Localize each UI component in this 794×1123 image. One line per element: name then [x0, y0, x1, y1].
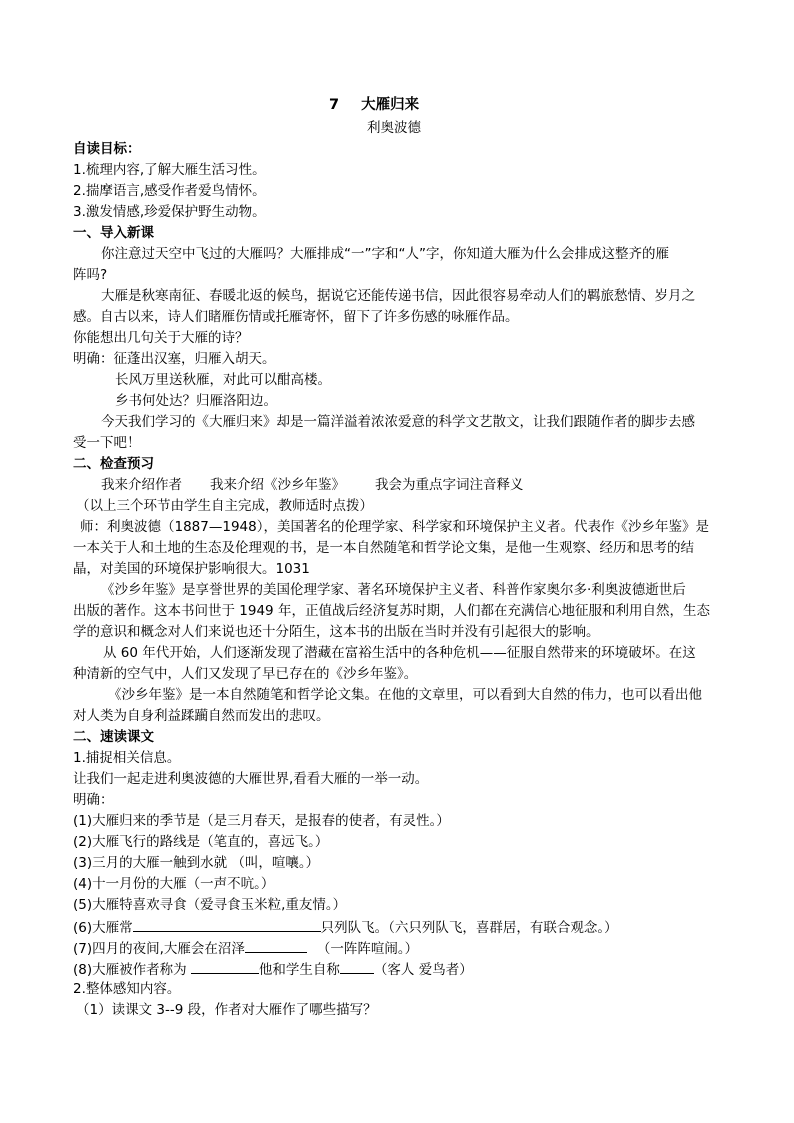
task-item: 我来介绍作者: [101, 477, 182, 493]
paragraph-line: 晶，对美国的环境保护影响很大。1031: [73, 561, 310, 577]
paragraph-line: 种清新的空气中，人们又发现了早已存在的《沙乡年鉴》。: [73, 666, 418, 682]
goal-item: 1.梳理内容,了解大雁生活习性。: [73, 162, 266, 178]
section-heading-skim: 二、速读课文: [73, 729, 154, 745]
fill-blank[interactable]: [133, 916, 321, 932]
author-name: 利奥波德: [367, 120, 421, 136]
paragraph-line: 阵吗?: [73, 267, 108, 283]
poem-line: 乡书何处达？归雁洛阳边。: [115, 393, 277, 409]
item-text: （一阵阵喧闹。）: [316, 941, 419, 957]
item-text: 只列队飞。（六只列队飞，喜群居，有联合观念。）: [320, 920, 618, 936]
paragraph-line: 《沙乡年鉴》是享誉世界的美国伦理学家、著名环境保护主义者、科普作家奥尔多·利奥波德逝世后: [101, 582, 686, 598]
goal-item: 2.揣摩语言,感受作者爱鸟情怀。: [73, 183, 266, 199]
task-item: 我会为重点字词注音释义: [375, 477, 524, 493]
item-text: （客人 爱鸟者）: [373, 962, 473, 978]
fill-blank[interactable]: [245, 937, 307, 953]
paragraph-line: 受一下吧！: [73, 435, 141, 451]
question-item: (3)三月的大雁一触到水就 （叫，喧嚷。）: [73, 855, 320, 871]
paragraph-line: 让我们一起走进利奥波德的大雁世界,看看大雁的一举一动。: [73, 771, 429, 787]
item-text: (6)大雁常: [73, 920, 133, 936]
answer-label: 明确：: [73, 792, 114, 808]
question-item: (2)大雁飞行的路线是（笔直的，喜远飞。）: [73, 834, 329, 850]
section-heading-preview: 二、检查预习: [73, 456, 154, 472]
fill-blank[interactable]: [340, 958, 374, 974]
question-item: (4)十一月份的大雁（一声不吭。）: [73, 876, 275, 892]
lesson-title-line: [329, 95, 529, 115]
question-item: (5)大雁特喜欢寻食（爱寻食玉米粒,重友情。）: [73, 897, 347, 913]
question-item: （1）读课文 3--9 段，作者对大雁作了哪些描写？: [76, 1002, 377, 1018]
task-item: 我来介绍《沙乡年鉴》: [210, 477, 345, 493]
preview-note: （以上三个环节由学生自主完成，教师适时点拨）: [76, 498, 373, 514]
section-heading-intro: 一、导入新课: [73, 225, 154, 241]
goals-heading: 自读目标：: [73, 141, 141, 157]
question-item: [73, 916, 733, 938]
fill-blank[interactable]: [191, 958, 259, 974]
paragraph-line: 出版的著作。这本书问世于 1949 年，正值战后经济复苏时期，人们都在充满信心地征服和利用自然，生态: [73, 603, 710, 619]
lesson-title: 大雁归来: [361, 97, 420, 113]
subheading: 1.捕捉相关信息。: [73, 750, 181, 766]
paragraph-line: 大雁是秋寒南征、春暖北返的候鸟，据说它还能传递书信，因此很容易牵动人们的羁旅愁情、岁月之: [101, 288, 695, 304]
paragraph-line: 感。自古以来，诗人们睹雁伤情或托雁寄怀，留下了许多伤感的咏雁作品。: [73, 309, 519, 325]
item-text: (7)四月的夜间,大雁会在沼泽: [73, 941, 245, 957]
paragraph-line: 今天我们学习的《大雁归来》却是一篇洋溢着浓浓爱意的科学文艺散文，让我们跟随作者的脚步去感: [101, 414, 695, 430]
question-item: [73, 958, 733, 980]
item-text: 他和学生自称: [258, 962, 340, 978]
paragraph-line: 明确：征蓬出汉塞，归雁入胡天。: [73, 351, 276, 367]
paragraph-line: 你注意过天空中飞过的大雁吗？大雁排成“一”字和“人”字，你知道大雁为什么会排成这整齐的雁: [101, 246, 669, 262]
paragraph-line: 学的意识和概念对人们来说也还十分陌生，这本书的出版在当时并没有引起很大的影响。: [73, 624, 600, 640]
question-item: (1)大雁归来的季节是（是三月春天，是报春的使者，有灵性。）: [73, 813, 450, 829]
paragraph-line: 师：利奥波德（1887—1948），美国著名的伦理学家、科学家和环境保护主义者。代表作《沙乡年鉴》是: [80, 519, 709, 535]
lesson-number: 7: [329, 97, 340, 113]
paragraph-line: 《沙乡年鉴》是一本自然随笔和哲学论文集。在他的文章里，可以看到大自然的伟力，也可以看出他: [108, 687, 702, 703]
question-item: [73, 937, 733, 959]
paragraph-line: 从 60 年代开始，人们逐渐发现了潜藏在富裕生活中的各种危机——征服自然带来的环境破坏。在这: [103, 645, 696, 661]
paragraph-line: 对人类为自身利益蹂躏自然而发出的悲叹。: [73, 708, 330, 724]
goal-item: 3.激发情感,珍爱保护野生动物。: [73, 204, 266, 220]
item-text: (8)大雁被作者称为: [73, 962, 191, 978]
subheading: 2.整体感知内容。: [73, 981, 181, 997]
paragraph-line: 你能想出几句关于大雁的诗？: [73, 330, 249, 346]
paragraph-line: 一本关于人和土地的生态及伦理观的书，是一本自然随笔和哲学论文集，是他一生观察、经历和思考的结: [73, 540, 694, 556]
preview-tasks: [101, 475, 761, 495]
poem-line: 长风万里送秋雁，对此可以酣高楼。: [115, 372, 331, 388]
